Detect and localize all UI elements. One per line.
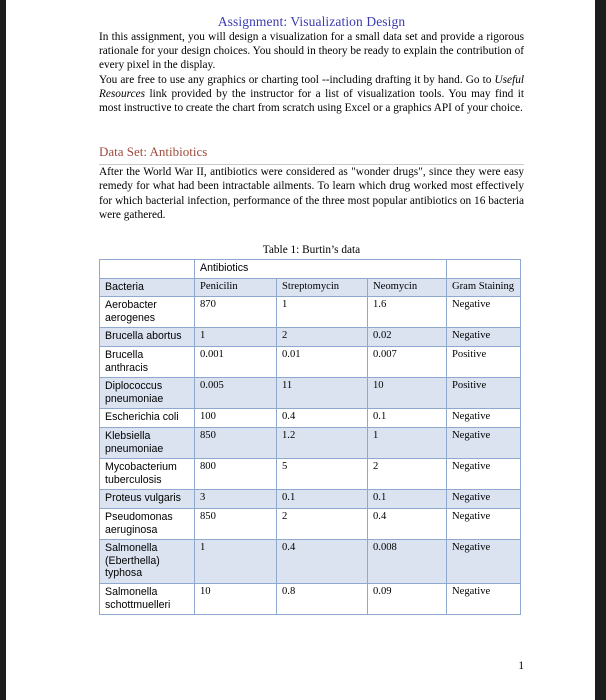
- burtin-data-table: [99, 259, 521, 615]
- cell-neomycin: 0.1: [368, 409, 447, 428]
- cell-bacteria: Mycobacterium tuberculosis: [100, 459, 195, 490]
- table-header-row: [100, 278, 521, 297]
- column-header-penicilin: Penicilin: [195, 278, 277, 297]
- cell-penicilin: 0.005: [195, 378, 277, 409]
- cell-streptomycin: 1.2: [277, 427, 368, 458]
- cell-penicilin: 850: [195, 508, 277, 539]
- page-number: 1: [518, 660, 524, 672]
- cell-penicilin: 100: [195, 409, 277, 428]
- cell-streptomycin: 5: [277, 459, 368, 490]
- paragraph-intro: In this assignment, you will design a visualization for a small data set and provide a rigorous rationale for your design choices. You should in theory be ready to explain the contribution of every pixel in the display.: [99, 31, 524, 72]
- group-blank-cell: [100, 260, 195, 279]
- cell-streptomycin: 1: [277, 297, 368, 328]
- cell-gram-staining: Negative: [447, 490, 521, 509]
- cell-neomycin: 0.02: [368, 328, 447, 347]
- group-blank-cell-right: [447, 260, 521, 279]
- cell-bacteria: Salmonella schottmuelleri: [100, 583, 195, 614]
- cell-neomycin: 0.1: [368, 490, 447, 509]
- column-header-neomycin: Neomycin: [368, 278, 447, 297]
- cell-bacteria: Brucella abortus: [100, 328, 195, 347]
- cell-bacteria: Brucella anthracis: [100, 347, 195, 378]
- cell-neomycin: 1: [368, 427, 447, 458]
- paragraph-dataset: After the World War II, antibiotics were considered as "wonder drugs", since they were easy remedy for what had been intractable ailments. To learn which drug worked most effectively for which bacterial infection, performance of the three most popular antibiotics on 16 bacteria were gathered.: [99, 166, 524, 221]
- cell-gram-staining: Negative: [447, 508, 521, 539]
- column-header-gram-staining: Gram Staining: [447, 278, 521, 297]
- useful-resources-link[interactable]: Useful Resources: [99, 73, 524, 100]
- cell-neomycin: 0.007: [368, 347, 447, 378]
- cell-streptomycin: 0.01: [277, 347, 368, 378]
- document-page: [6, 0, 595, 700]
- table-row: [100, 409, 521, 428]
- cell-streptomycin: 0.4: [277, 540, 368, 584]
- table-row: [100, 583, 521, 614]
- cell-gram-staining: Positive: [447, 378, 521, 409]
- table-body: [100, 297, 521, 615]
- cell-penicilin: 10: [195, 583, 277, 614]
- table-row: [100, 540, 521, 584]
- table-row: [100, 347, 521, 378]
- table-row: [100, 297, 521, 328]
- cell-gram-staining: Negative: [447, 409, 521, 428]
- cell-streptomycin: 2: [277, 508, 368, 539]
- cell-bacteria: Diplococcus pneumoniae: [100, 378, 195, 409]
- cell-neomycin: 0.008: [368, 540, 447, 584]
- cell-gram-staining: Negative: [447, 459, 521, 490]
- table-row: [100, 508, 521, 539]
- paragraph-tools-part2: link provided by the instructor for a list of visualization tools. You may find it most instructive to create the chart from scratch using Excel or a graphics API of your choice.: [99, 87, 524, 115]
- cell-streptomycin: 11: [277, 378, 368, 409]
- cell-neomycin: 0.09: [368, 583, 447, 614]
- cell-streptomycin: 0.4: [277, 409, 368, 428]
- cell-bacteria: Pseudomonas aeruginosa: [100, 508, 195, 539]
- cell-penicilin: 0.001: [195, 347, 277, 378]
- column-header-streptomycin: Streptomycin: [277, 278, 368, 297]
- cell-penicilin: 870: [195, 297, 277, 328]
- cell-neomycin: 2: [368, 459, 447, 490]
- column-header-bacteria: Bacteria: [100, 278, 195, 297]
- table-row: [100, 378, 521, 409]
- paragraph-tools-part1: You are free to use any graphics or charting tool --including drafting it by hand. Go to: [99, 73, 495, 86]
- page-title: Assignment: Visualization Design: [217, 14, 406, 29]
- cell-bacteria: Klebsiella pneumoniae: [100, 427, 195, 458]
- cell-neomycin: 0.4: [368, 508, 447, 539]
- cell-penicilin: 3: [195, 490, 277, 509]
- table-row: [100, 427, 521, 458]
- table-group-header-row: [100, 260, 521, 279]
- cell-penicilin: 850: [195, 427, 277, 458]
- cell-gram-staining: Negative: [447, 583, 521, 614]
- paragraph-tools: [99, 73, 524, 116]
- table-row: [100, 459, 521, 490]
- cell-gram-staining: Negative: [447, 540, 521, 584]
- cell-bacteria: Escherichia coli: [100, 409, 195, 428]
- cell-bacteria: Proteus vulgaris: [100, 490, 195, 509]
- cell-streptomycin: 0.1: [277, 490, 368, 509]
- cell-penicilin: 1: [195, 328, 277, 347]
- cell-gram-staining: Positive: [447, 347, 521, 378]
- cell-gram-staining: Negative: [447, 427, 521, 458]
- cell-bacteria: Salmonella (Eberthella) typhosa: [100, 540, 195, 584]
- cell-neomycin: 1.6: [368, 297, 447, 328]
- cell-streptomycin: 0.8: [277, 583, 368, 614]
- cell-penicilin: 1: [195, 540, 277, 584]
- table-row: [100, 490, 521, 509]
- table-caption: Table 1: Burtin’s data: [262, 244, 361, 257]
- section-heading-dataset: Data Set: Antibiotics: [99, 144, 208, 160]
- cell-neomycin: 10: [368, 378, 447, 409]
- cell-bacteria: Aerobacter aerogenes: [100, 297, 195, 328]
- cell-penicilin: 800: [195, 459, 277, 490]
- group-header-antibiotics: Antibiotics: [195, 260, 447, 279]
- cell-gram-staining: Negative: [447, 297, 521, 328]
- document-content: [99, 0, 524, 615]
- cell-gram-staining: Negative: [447, 328, 521, 347]
- table-row: [100, 328, 521, 347]
- cell-streptomycin: 2: [277, 328, 368, 347]
